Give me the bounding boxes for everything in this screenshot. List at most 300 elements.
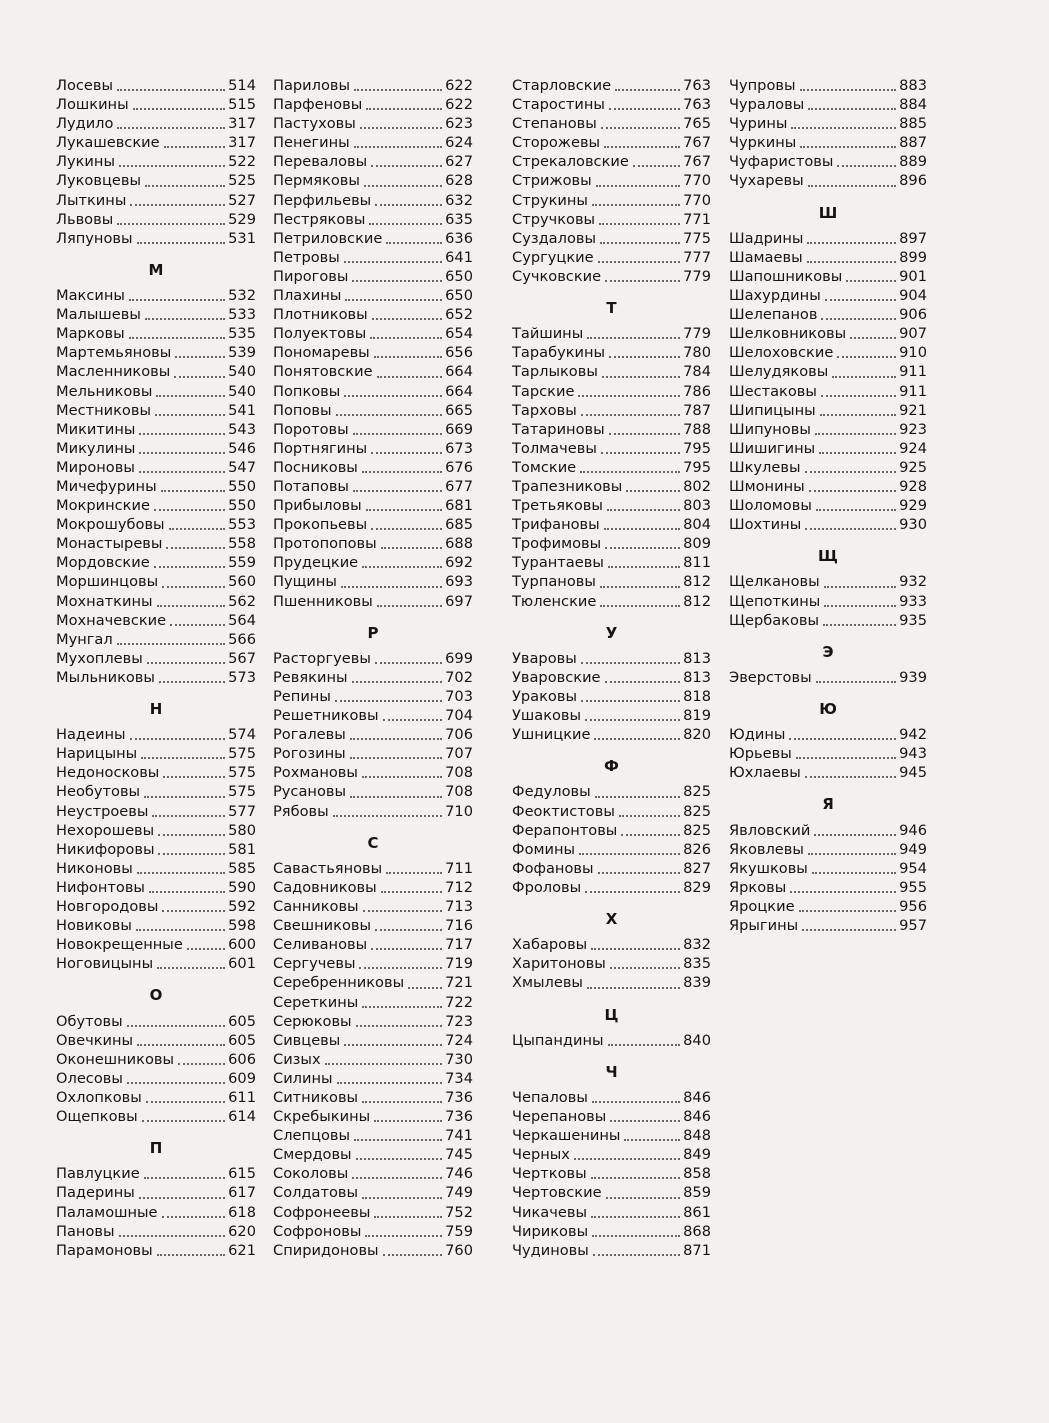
surname: Томские xyxy=(512,458,577,476)
index-entry xyxy=(273,993,473,1012)
index-entry xyxy=(273,1126,473,1145)
page-number: 681 xyxy=(445,497,473,515)
dot-leader xyxy=(808,108,896,110)
dot-leader xyxy=(362,1006,442,1008)
surname: Рохмановы xyxy=(273,764,358,782)
dot-leader xyxy=(137,1044,225,1046)
surname: Потаповы xyxy=(273,477,349,495)
index-entry xyxy=(273,114,473,133)
surname: Тарабукины xyxy=(512,344,606,362)
page-number: 858 xyxy=(683,1165,711,1183)
surname: Неустроевы xyxy=(56,802,149,820)
page-number: 609 xyxy=(228,1069,256,1087)
page-number: 760 xyxy=(445,1241,473,1259)
surname: Селивановы xyxy=(273,936,368,954)
index-entry xyxy=(56,935,256,954)
page-number: 787 xyxy=(683,401,711,419)
index-entry xyxy=(512,1145,711,1164)
surname: Посниковы xyxy=(273,458,358,476)
letter-heading: Я xyxy=(822,795,834,814)
index-entry xyxy=(512,114,711,133)
dot-leader xyxy=(364,185,442,187)
page-number: 942 xyxy=(899,726,927,744)
dot-leader xyxy=(146,1101,225,1103)
dot-leader xyxy=(789,738,896,740)
dot-leader xyxy=(354,1139,442,1141)
dot-leader xyxy=(821,395,896,397)
page-number: 605 xyxy=(228,1031,256,1049)
index-entry xyxy=(729,744,927,763)
index-column-2 xyxy=(273,76,473,1260)
surname: Тарлыковы xyxy=(512,363,598,381)
surname: Портнягины xyxy=(273,439,368,457)
page-number: 752 xyxy=(445,1203,473,1221)
surname: Мельниковы xyxy=(56,382,153,400)
index-entry xyxy=(56,553,256,572)
index-entry xyxy=(273,744,473,763)
dot-leader xyxy=(352,681,443,683)
surname: Сучковские xyxy=(512,267,602,285)
page-number: 614 xyxy=(228,1108,256,1126)
page-number: 848 xyxy=(683,1127,711,1145)
index-entry xyxy=(56,1222,256,1241)
page-number: 525 xyxy=(228,172,256,190)
dot-leader xyxy=(154,509,225,511)
page-number: 956 xyxy=(899,898,927,916)
letter-heading: Н xyxy=(149,700,163,718)
surname: Пущины xyxy=(273,573,337,591)
dot-leader xyxy=(156,395,225,397)
dot-leader xyxy=(408,987,442,989)
page-number: 921 xyxy=(899,401,927,419)
index-entry xyxy=(56,114,256,133)
index-entry xyxy=(273,572,473,591)
surname: Шипицыны xyxy=(729,401,816,419)
surname: Мохнаткины xyxy=(56,592,153,610)
dot-leader xyxy=(350,796,442,798)
dot-leader xyxy=(587,987,680,989)
dot-leader xyxy=(354,89,442,91)
page-number: 946 xyxy=(899,821,927,839)
index-entry xyxy=(512,954,711,973)
index-entry xyxy=(56,1031,256,1050)
index-entry xyxy=(273,477,473,496)
page-number: 650 xyxy=(445,287,473,305)
page-number: 624 xyxy=(445,134,473,152)
index-entry xyxy=(512,1088,711,1107)
surname: Силины xyxy=(273,1069,333,1087)
dot-leader xyxy=(374,1216,442,1218)
page-number: 592 xyxy=(228,898,256,916)
dot-leader xyxy=(350,757,443,759)
index-entry xyxy=(273,1031,473,1050)
surname: Юдины xyxy=(729,726,786,744)
dot-leader xyxy=(154,566,225,568)
index-entry xyxy=(56,725,256,744)
surname: Спиридоновы xyxy=(273,1241,379,1259)
index-entry xyxy=(273,382,473,401)
surname: Турантаевы xyxy=(512,554,604,572)
surname: Шапошниковы xyxy=(729,267,843,285)
index-entry xyxy=(729,821,927,840)
surname: Ушаковы xyxy=(512,707,582,725)
page-number: 759 xyxy=(445,1222,473,1240)
surname: Репины xyxy=(273,688,331,705)
index-entry xyxy=(729,229,927,248)
surname: Рогалевы xyxy=(273,726,346,744)
surname: Мохначевские xyxy=(56,611,167,629)
page-number: 885 xyxy=(899,115,927,133)
surname: Решетниковы xyxy=(273,707,379,725)
page-number: 949 xyxy=(899,840,927,858)
index-entry xyxy=(729,592,927,611)
dot-leader xyxy=(352,280,442,282)
page-number: 945 xyxy=(899,764,927,782)
index-entry xyxy=(729,477,927,496)
index-entry xyxy=(273,210,473,229)
index-entry xyxy=(512,439,711,458)
surname: Якушковы xyxy=(729,859,808,877)
surname: Поповы xyxy=(273,401,332,419)
page-number: 812 xyxy=(683,592,711,610)
dot-leader xyxy=(585,891,680,893)
surname: Пестряковы xyxy=(273,210,366,228)
index-entry xyxy=(729,515,927,534)
surname: Хабаровы xyxy=(512,936,588,954)
surname: Чепаловы xyxy=(512,1088,588,1106)
surname: Фофановы xyxy=(512,859,594,877)
index-entry xyxy=(56,649,256,668)
index-entry xyxy=(273,802,473,821)
letter-heading: Ц xyxy=(604,1005,619,1024)
letter-heading: Х xyxy=(605,910,618,929)
page-number: 901 xyxy=(899,267,927,285)
dot-leader xyxy=(807,242,896,244)
surname: Ярыгины xyxy=(729,917,799,935)
index-entry xyxy=(512,859,711,878)
page-number: 809 xyxy=(683,535,711,553)
surname: Никоновы xyxy=(56,859,133,877)
page-number: 786 xyxy=(683,382,711,400)
surname: Савастьяновы xyxy=(273,859,383,877)
index-entry xyxy=(512,1031,711,1050)
surname: Феоктистовы xyxy=(512,802,615,820)
page-number: 566 xyxy=(228,630,256,648)
surname: Париловы xyxy=(273,77,351,94)
dot-leader xyxy=(170,624,225,626)
page-number: 541 xyxy=(228,401,256,419)
dot-leader xyxy=(139,1197,225,1199)
index-entry xyxy=(56,744,256,763)
index-entry xyxy=(512,267,711,286)
page-number: 580 xyxy=(228,821,256,839)
dot-leader xyxy=(609,433,680,435)
dot-leader xyxy=(815,433,896,435)
surname: Тюленские xyxy=(512,592,597,610)
index-entry xyxy=(512,1107,711,1126)
page-number: 723 xyxy=(445,1012,473,1030)
surname: Толмачевы xyxy=(512,439,597,457)
dot-leader xyxy=(362,566,442,568)
page-number: 911 xyxy=(899,363,927,381)
dot-leader xyxy=(832,376,896,378)
dot-leader xyxy=(144,1177,225,1179)
page-number: 717 xyxy=(445,936,473,954)
surname: Харитоновы xyxy=(512,955,606,973)
surname: Лыткины xyxy=(56,191,127,209)
dot-leader xyxy=(591,1177,681,1179)
index-entry xyxy=(273,95,473,114)
letter-heading: Т xyxy=(606,299,617,318)
surname: Монастыревы xyxy=(56,535,163,553)
dot-leader xyxy=(344,395,442,397)
surname: Слепцовы xyxy=(273,1127,351,1145)
index-entry xyxy=(512,1241,711,1260)
surname: Старловские xyxy=(512,77,612,94)
index-entry xyxy=(512,382,711,401)
page-number: 846 xyxy=(683,1088,711,1106)
surname: Сторожевы xyxy=(512,134,601,152)
letter-heading: Ш xyxy=(818,203,838,222)
dot-leader xyxy=(372,318,443,320)
index-entry xyxy=(56,763,256,782)
dot-leader xyxy=(814,834,896,836)
surname: Шамаевы xyxy=(729,248,803,266)
surname: Пермяковы xyxy=(273,172,360,190)
page-number: 884 xyxy=(899,96,927,114)
dot-leader xyxy=(175,356,225,358)
surname: Нехорошевы xyxy=(56,821,155,839)
page-number: 650 xyxy=(445,267,473,285)
index-entry xyxy=(512,152,711,171)
dot-leader xyxy=(163,776,225,778)
page-number: 736 xyxy=(445,1108,473,1126)
page-number: 861 xyxy=(683,1203,711,1221)
index-entry xyxy=(512,706,711,725)
index-entry xyxy=(512,1183,711,1202)
index-entry xyxy=(512,802,711,821)
dot-leader xyxy=(819,452,896,454)
page-number: 730 xyxy=(445,1050,473,1068)
page-number: 930 xyxy=(899,516,927,534)
index-entry xyxy=(512,420,711,439)
page-number: 719 xyxy=(445,955,473,973)
surname: Лукины xyxy=(56,153,115,171)
index-entry xyxy=(273,1203,473,1222)
index-entry xyxy=(512,668,711,687)
page-number: 826 xyxy=(683,840,711,858)
surname: Ноговицыны xyxy=(56,955,154,973)
index-entry xyxy=(56,1107,256,1126)
dot-leader xyxy=(621,834,680,836)
page-number: 825 xyxy=(683,783,711,801)
index-entry xyxy=(56,420,256,439)
dot-leader xyxy=(354,146,442,148)
surname: Санниковы xyxy=(273,898,359,916)
page-number: 716 xyxy=(445,917,473,935)
page-number: 704 xyxy=(445,707,473,725)
index-entry xyxy=(56,458,256,477)
page-number: 929 xyxy=(899,497,927,515)
dot-leader xyxy=(606,1197,681,1199)
page-number: 839 xyxy=(683,974,711,992)
dot-leader xyxy=(117,89,225,91)
dot-leader xyxy=(130,204,225,206)
page-number: 825 xyxy=(683,821,711,839)
dot-leader xyxy=(824,586,897,588)
page-number: 317 xyxy=(228,134,256,152)
page-number: 577 xyxy=(228,802,256,820)
page-number: 622 xyxy=(445,77,473,94)
surname: Мунгал xyxy=(56,630,113,648)
page-number: 784 xyxy=(683,363,711,381)
dot-leader xyxy=(383,1254,443,1256)
page-number: 559 xyxy=(228,554,256,572)
page-number: 553 xyxy=(228,516,256,534)
index-entry xyxy=(56,343,256,362)
dot-leader xyxy=(820,414,897,416)
dot-leader xyxy=(127,1025,225,1027)
index-entry xyxy=(273,1145,473,1164)
dot-leader xyxy=(371,165,442,167)
index-entry xyxy=(273,1107,473,1126)
page-number: 746 xyxy=(445,1165,473,1183)
dot-leader xyxy=(137,242,226,244)
page-number: 515 xyxy=(228,96,256,114)
surname: Нифонтовы xyxy=(56,878,145,896)
surname: Чураловы xyxy=(729,96,805,114)
dot-leader xyxy=(581,662,680,664)
surname: Тарховы xyxy=(512,401,577,419)
surname: Федуловы xyxy=(512,783,591,801)
page-number: 859 xyxy=(683,1184,711,1202)
surname: Попковы xyxy=(273,382,341,400)
page-number: 532 xyxy=(228,287,256,305)
page-number: 564 xyxy=(228,611,256,629)
index-entry xyxy=(512,649,711,668)
page-number: 775 xyxy=(683,229,711,247)
dot-leader xyxy=(341,586,442,588)
index-entry xyxy=(273,324,473,343)
surname: Струкины xyxy=(512,191,588,209)
page-number: 897 xyxy=(899,229,927,247)
page-number: 531 xyxy=(228,229,256,247)
index-entry xyxy=(729,305,927,324)
dot-leader xyxy=(371,452,442,454)
dot-leader xyxy=(371,528,442,530)
surname: Парамоновы xyxy=(56,1241,153,1259)
surname: Турпановы xyxy=(512,573,596,591)
page-number: 628 xyxy=(445,172,473,190)
index-entry xyxy=(273,191,473,210)
page-number: 620 xyxy=(228,1222,256,1240)
page-number: 868 xyxy=(683,1222,711,1240)
dot-leader xyxy=(335,700,442,702)
dot-leader xyxy=(816,509,896,511)
surname: Мухоплевы xyxy=(56,649,143,667)
index-entry xyxy=(273,515,473,534)
letter-heading: П xyxy=(149,1139,163,1158)
surname: Чуфаристовы xyxy=(729,153,834,171)
index-entry xyxy=(56,401,256,420)
index-entry xyxy=(56,133,256,152)
dot-leader xyxy=(139,452,225,454)
page-number: 712 xyxy=(445,878,473,896)
index-entry xyxy=(273,362,473,381)
surname: Недоносковы xyxy=(56,764,160,782)
page-number: 825 xyxy=(683,802,711,820)
dot-leader xyxy=(139,471,225,473)
dot-leader xyxy=(615,89,680,91)
surname: Чудиновы xyxy=(512,1241,589,1259)
surname: Луковцевы xyxy=(56,172,141,190)
page-number: 835 xyxy=(683,955,711,973)
surname: Лосевы xyxy=(56,77,114,94)
dot-leader xyxy=(159,681,225,683)
surname: Шестаковы xyxy=(729,382,817,400)
dot-leader xyxy=(365,1235,442,1237)
index-entry xyxy=(273,133,473,152)
surname: Олесовы xyxy=(56,1069,123,1087)
index-entry xyxy=(512,1164,711,1183)
index-entry xyxy=(273,458,473,477)
page-number: 540 xyxy=(228,363,256,381)
surname: Суздаловы xyxy=(512,229,596,247)
dot-leader xyxy=(375,662,442,664)
page-number: 688 xyxy=(445,535,473,553)
page-number: 708 xyxy=(445,783,473,801)
dot-leader xyxy=(158,853,225,855)
index-entry xyxy=(273,668,473,687)
page-number: 702 xyxy=(445,668,473,686)
dot-leader xyxy=(605,681,681,683)
dot-leader xyxy=(574,1158,680,1160)
dot-leader xyxy=(162,910,225,912)
index-entry xyxy=(273,286,473,305)
page-number: 933 xyxy=(899,592,927,610)
letter-heading: У xyxy=(605,623,618,642)
dot-leader xyxy=(169,528,226,530)
index-entry xyxy=(729,458,927,477)
dot-leader xyxy=(344,1044,442,1046)
page-number: 550 xyxy=(228,477,256,495)
surname: Шкулевы xyxy=(729,458,801,476)
index-entry xyxy=(56,1241,256,1260)
dot-leader xyxy=(601,127,680,129)
page-number: 677 xyxy=(445,477,473,495)
dot-leader xyxy=(805,776,896,778)
surname: Перевaловы xyxy=(273,153,368,171)
surname: Шелудяковы xyxy=(729,363,829,381)
page-number: 317 xyxy=(228,115,256,133)
index-entry xyxy=(56,534,256,553)
index-entry xyxy=(56,1183,256,1202)
index-entry xyxy=(729,668,927,687)
dot-leader xyxy=(383,719,443,721)
surname: Тайшины xyxy=(512,325,584,343)
dot-leader xyxy=(142,1120,226,1122)
page-number: 770 xyxy=(683,172,711,190)
index-entry xyxy=(56,592,256,611)
dot-leader xyxy=(624,1139,680,1141)
page-number: 560 xyxy=(228,573,256,591)
index-entry xyxy=(512,687,711,706)
surname: Мокрошубовы xyxy=(56,516,165,534)
index-entry xyxy=(729,763,927,782)
surname: Эверстовы xyxy=(729,668,812,686)
dot-leader xyxy=(591,1216,680,1218)
page-number: 600 xyxy=(228,936,256,954)
